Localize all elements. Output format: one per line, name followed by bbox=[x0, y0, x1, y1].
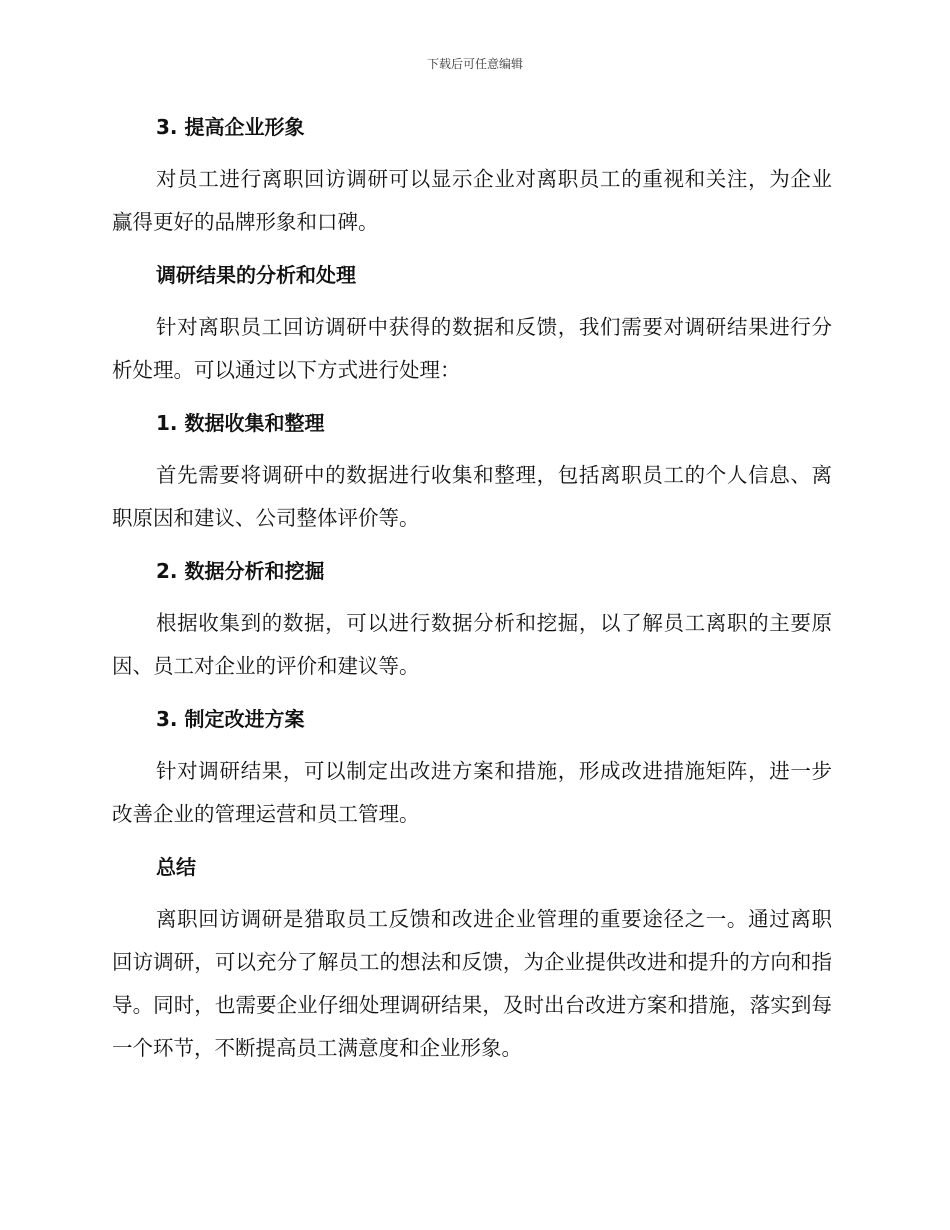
body-paragraph: 针对离职员工回访调研中获得的数据和反馈，我们需要对调研结果进行分析处理。可以通过以下方式进行处理： bbox=[112, 315, 832, 382]
section-heading: 调研结果的分析和处理 bbox=[156, 263, 356, 287]
body-paragraph: 对员工进行离职回访调研可以显示企业对离职员工的重视和关注，为企业赢得更好的品牌形象和口碑。 bbox=[112, 167, 832, 234]
page-header-note: 下载后可任意编辑 bbox=[426, 57, 523, 71]
body-paragraph: 针对调研结果，可以制定出改进方案和措施，形成改进措施矩阵，进一步改善企业的管理运营和员工管理。 bbox=[112, 759, 832, 826]
section-heading: 3. 提高企业形象 bbox=[156, 115, 305, 139]
body-paragraph: 离职回访调研是猎取员工反馈和改进企业管理的重要途径之一。通过离职回访调研，可以充分了解员工的想法和反馈，为企业提供改进和提升的方向和指导。同时，也需要企业仔细处理调研结果，及时出台改进方案和措施，落实到每一个环节，不断提高员工满意度和企业形象。 bbox=[112, 907, 832, 1060]
section-heading: 总结 bbox=[156, 855, 196, 879]
section-heading: 3. 制定改进方案 bbox=[156, 707, 305, 731]
body-paragraph: 首先需要将调研中的数据进行收集和整理，包括离职员工的个人信息、离职原因和建议、公司整体评价等。 bbox=[112, 463, 832, 530]
document-body bbox=[112, 106, 832, 1080]
section-heading: 1. 数据收集和整理 bbox=[156, 411, 325, 435]
body-paragraph: 根据收集到的数据，可以进行数据分析和挖掘，以了解员工离职的主要原因、员工对企业的评价和建议等。 bbox=[112, 611, 832, 678]
section-heading: 2. 数据分析和挖掘 bbox=[156, 559, 325, 583]
